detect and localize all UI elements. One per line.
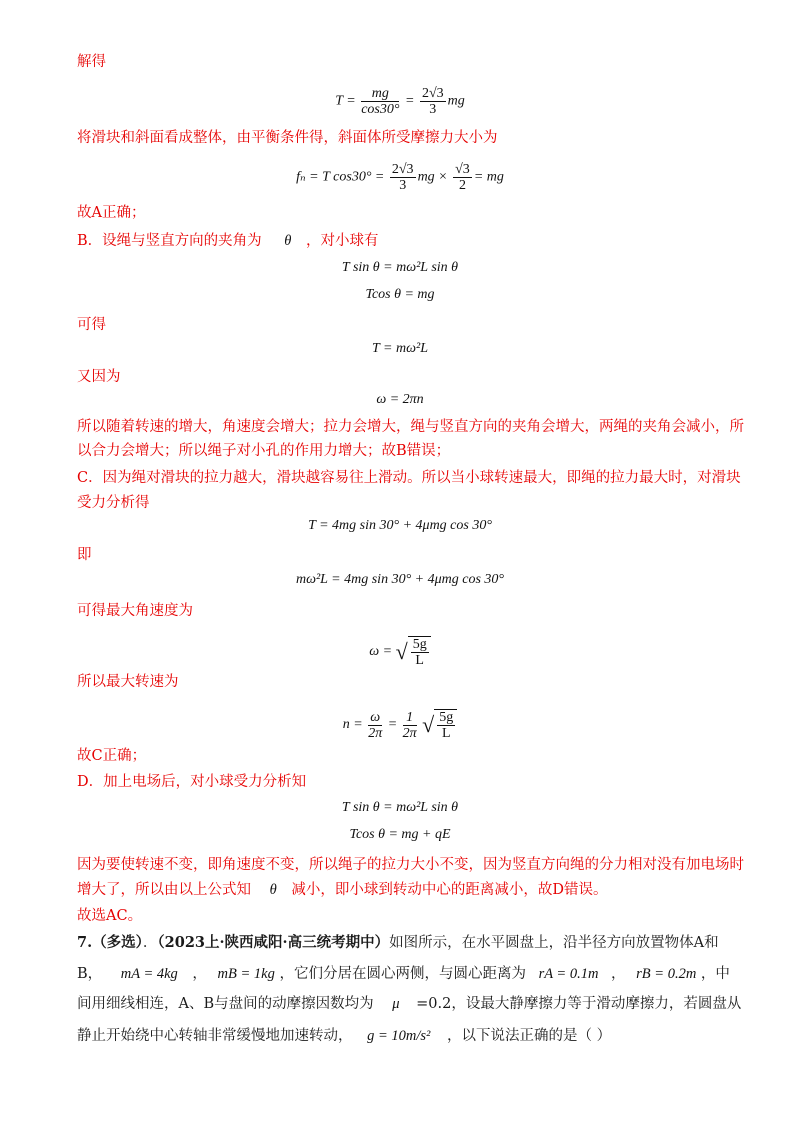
text-ji: 即 — [77, 547, 92, 563]
problem-line-4: 静止开始绕中心转轴非常缓慢地加速转动， g = 10m/s² ，以下说法正确的是（ ） — [77, 1028, 612, 1044]
problem-line-1: 7.（多选）．（2023上·陕西咸阳·高三统考期中）如图所示，在水平圆盘上，沿半径方向放置物体A和 — [77, 934, 719, 951]
text-b-intro: B．设绳与竖直方向的夹角为 θ ，对小球有 — [77, 233, 379, 249]
text-jiede: 解得 — [77, 54, 106, 70]
equation-b3: T = mω²L — [372, 341, 428, 356]
problem-line-2: B， mA = 4kg ， mB = 1kg ，它们分居在圆心两侧，与圆心距离为 rA = 0.1m ， rB = 0.2m ，中 — [77, 966, 730, 982]
eq1-frac2: $\frac{2√3}{3}$ — [421, 86, 444, 117]
equation-d2: Tcos θ = mg + qE — [349, 827, 451, 842]
text-whole: 将滑块和斜面看成整体，由平衡条件得，斜面体所受摩擦力大小为 — [77, 130, 498, 146]
equation-c4: n = $\frac{\omega}{2\pi}$ = $\frac{1}{2\pi}$ √ $\frac{5g}{L}$ — [0, 709, 800, 741]
equation-friction: fₙ = T cos30° = $\frac{2√3}{3}$ mg × $\frac{√3}{2}$ = mg — [296, 162, 504, 193]
problem-source: （2023上·陕西咸阳·高三统考期中） — [157, 934, 390, 951]
equation-d1: T sin θ = mω²L sin θ — [341, 800, 459, 815]
mass-b: mB = 1kg — [217, 966, 275, 982]
equation-tension: T = $\frac{mg}{\cos 30^\circ}$ = $\frac{2√3}{3}$ mg — [335, 86, 465, 117]
text-c-intro-2: 受力分析得 — [77, 495, 150, 511]
equation-c3: ω = √ $\frac{5g}{L}$ — [0, 636, 800, 668]
text-a-correct: 故A正确； — [77, 205, 146, 221]
text-kede: 可得 — [77, 317, 106, 333]
text-answer: 故选AC。 — [77, 908, 143, 924]
gravity-value: g = 10m/s² — [367, 1028, 431, 1044]
eq1-lhs: T = — [335, 93, 356, 109]
theta-symbol: θ — [269, 882, 277, 898]
mass-a: mA = 4kg — [120, 966, 178, 982]
text-max-n: 所以最大转速为 — [77, 674, 179, 690]
equation-b1: T sin θ = mω²L sin θ — [341, 260, 459, 275]
equation-b2: Tcos θ = mg — [365, 287, 435, 302]
equation-c2: mω²L = 4mg sin 30° + 4μmg cos 30° — [295, 572, 505, 587]
text-c-intro-1: C．因为绳对滑块的拉力越大，滑块越容易往上滑动。所以当小球转速最大，即绳的拉力最大时，对滑块 — [77, 470, 741, 486]
text-youyin: 又因为 — [77, 369, 121, 385]
sqrt-symbol: √ $\frac{5g}{L}$ — [396, 636, 431, 668]
mu-symbol: μ — [392, 996, 400, 1012]
equation-c1: T = 4mg sin 30° + 4μmg cos 30° — [308, 518, 492, 533]
problem-line-3: 间用细线相连，A、B与盘间的动摩擦因数均为 μ =0.2，设最大静摩擦力等于滑动摩擦力，若圆盘从 — [77, 996, 742, 1012]
text-d-reason-2: 增大了，所以由以上公式知 θ 减小，即小球到转动中心的距离减小，故D错误。 — [77, 882, 608, 898]
theta-symbol: θ — [284, 233, 292, 249]
text-d-reason-1: 因为要使转速不变，即角速度不变，所以绳子的拉力大小不变，因为竖直方向绳的分力相对没有加电场时 — [77, 857, 744, 873]
radius-a: rA = 0.1m — [538, 966, 599, 982]
eq2-frac2: $\frac{√3}{2}$ — [455, 162, 470, 193]
radius-b: rB = 0.2m — [636, 966, 697, 982]
text-max-omega: 可得最大角速度为 — [77, 603, 193, 619]
text-c-correct: 故C正确； — [77, 748, 147, 764]
problem-number: 7.（多选） — [77, 934, 143, 951]
text-b-reason-1: 所以随着转速的增大，角速度会增大；拉力会增大，绳与竖直方向的夹角会增大，两绳的夹角会减小，所 — [77, 419, 744, 435]
equation-b4: ω = 2πn — [376, 392, 424, 407]
text-b-reason-2: 以合力会增大；所以绳子对小孔的作用力增大；故B错误； — [77, 443, 451, 459]
eq2-frac1: $\frac{2√3}{3}$ — [391, 162, 414, 193]
eq1-frac1: $\frac{mg}{\cos 30^\circ}$ — [361, 86, 400, 117]
text-d-intro: D．加上电场后，对小球受力分析知 — [77, 774, 307, 790]
